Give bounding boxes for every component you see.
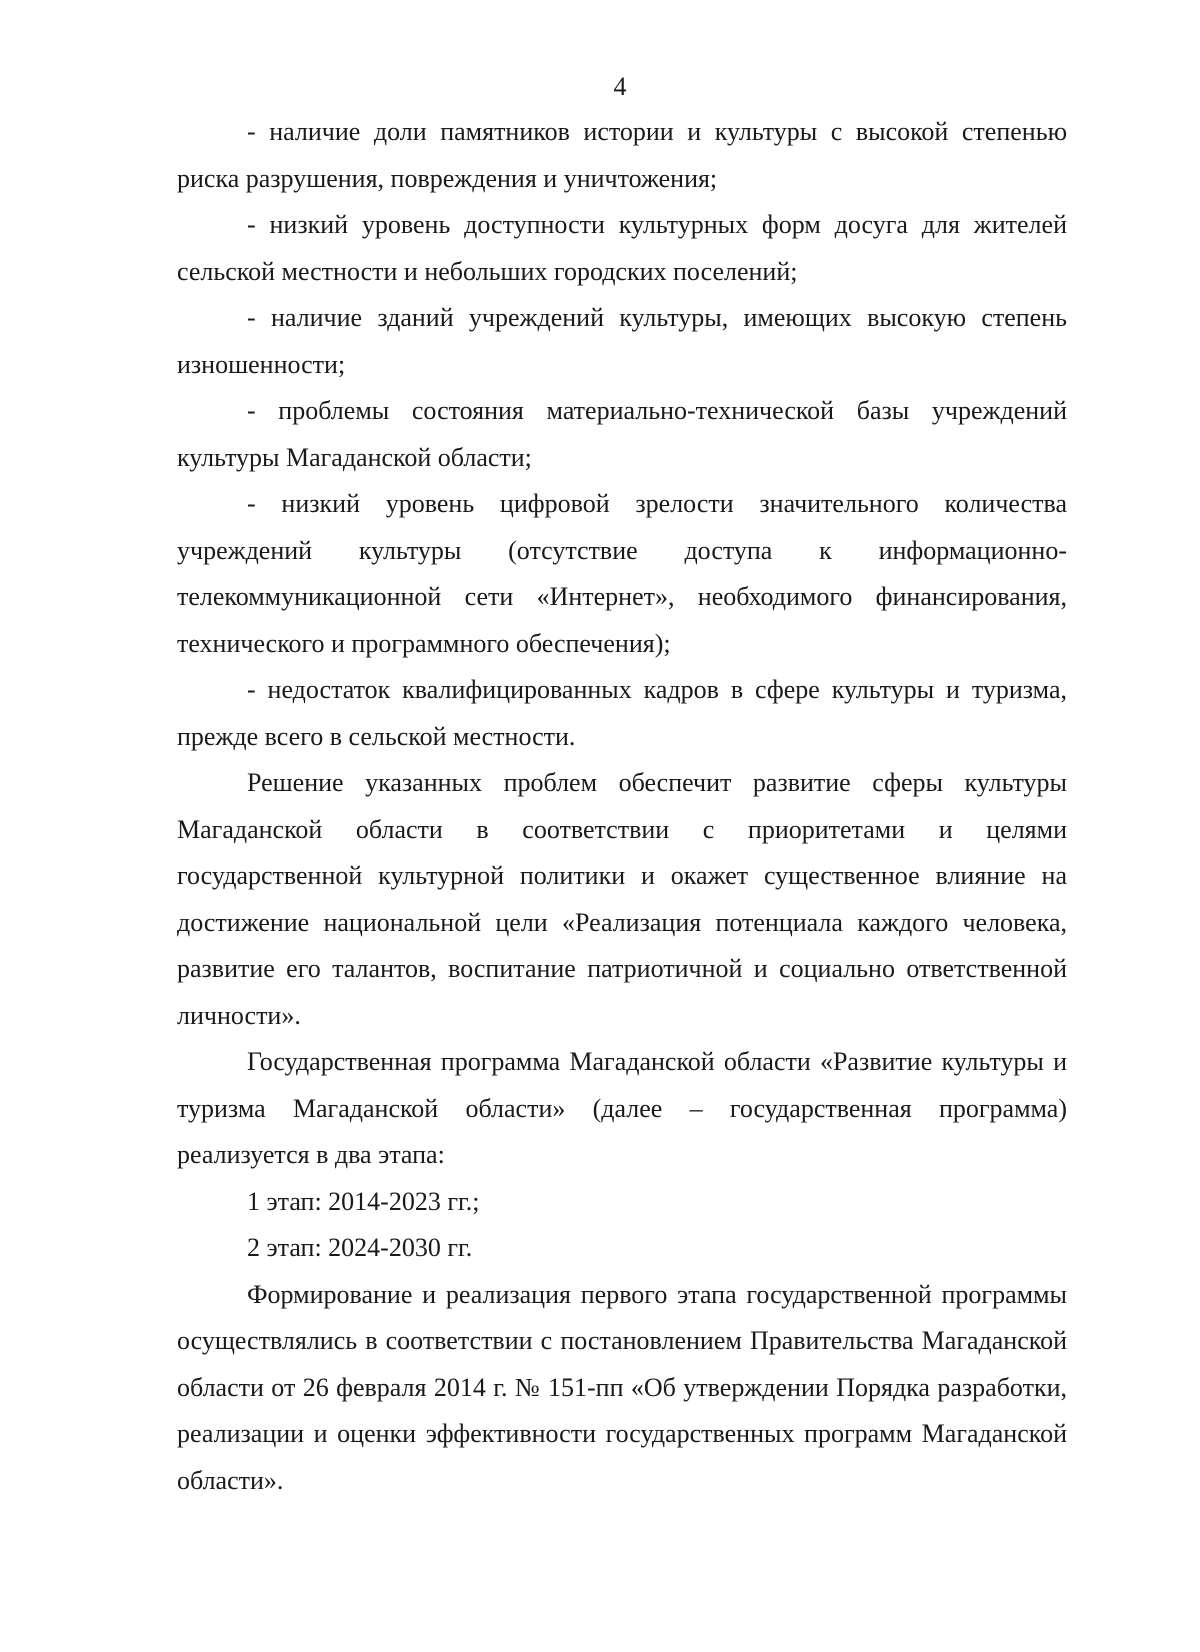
paragraph-program-stages: Государственная программа Магаданской области «Развитие культуры и туризма Магаданской области» (далее – государственная программа) реализуется в два этапа:	[177, 1047, 1067, 1169]
paragraph-material-base: - проблемы состояния материально-технической базы учреждений культуры Магаданской области;	[177, 396, 1067, 472]
stage-one: 1 этап: 2014-2023 гг.;	[247, 1186, 480, 1216]
paragraph-first-stage-basis: Формирование и реализация первого этапа государственной программы осуществлялись в соответствии с постановлением Правительства Магаданской области от 26 февраля 2014 г. № 151-пп «Об утверждении Порядка разработки, реализации и оценки эффективности государственных программ Магаданской области».	[177, 1279, 1067, 1495]
paragraph-digital-maturity: - низкий уровень цифровой зрелости значительного количества учреждений культуры (отсутствие доступа к информационно-телекоммуникационной сети «Интернет», необходимого финансирования, технического и программного обеспечения);	[177, 489, 1067, 658]
paragraph-building-wear: - наличие зданий учреждений культуры, имеющих высокую степень изношенности;	[177, 303, 1067, 379]
document-body	[177, 109, 1067, 1504]
stage-two: 2 этап: 2024-2030 гг.	[247, 1233, 473, 1262]
paragraph-staff-shortage: - недостаток квалифицированных кадров в сфере культуры и туризма, прежде всего в сельской местности.	[177, 675, 1067, 751]
paragraph-monuments-risk: - наличие доли памятников истории и культуры с высокой степенью риска разрушения, повреждения и уничтожения;	[177, 117, 1067, 193]
page-number: 4	[613, 72, 627, 101]
paragraph-leisure-accessibility: - низкий уровень доступности культурных форм досуга для жителей сельской местности и небольших городских поселений;	[177, 210, 1067, 286]
paragraph-solution-impact: Решение указанных проблем обеспечит развитие сферы культуры Магаданской области в соответствии с приоритетами и целями государственной культурной политики и окажет существенное влияние на достижение национальной цели «Реализация потенциала каждого человека, развитие его талантов, воспитание патриотичной и социально ответственной личности».	[177, 768, 1067, 1030]
